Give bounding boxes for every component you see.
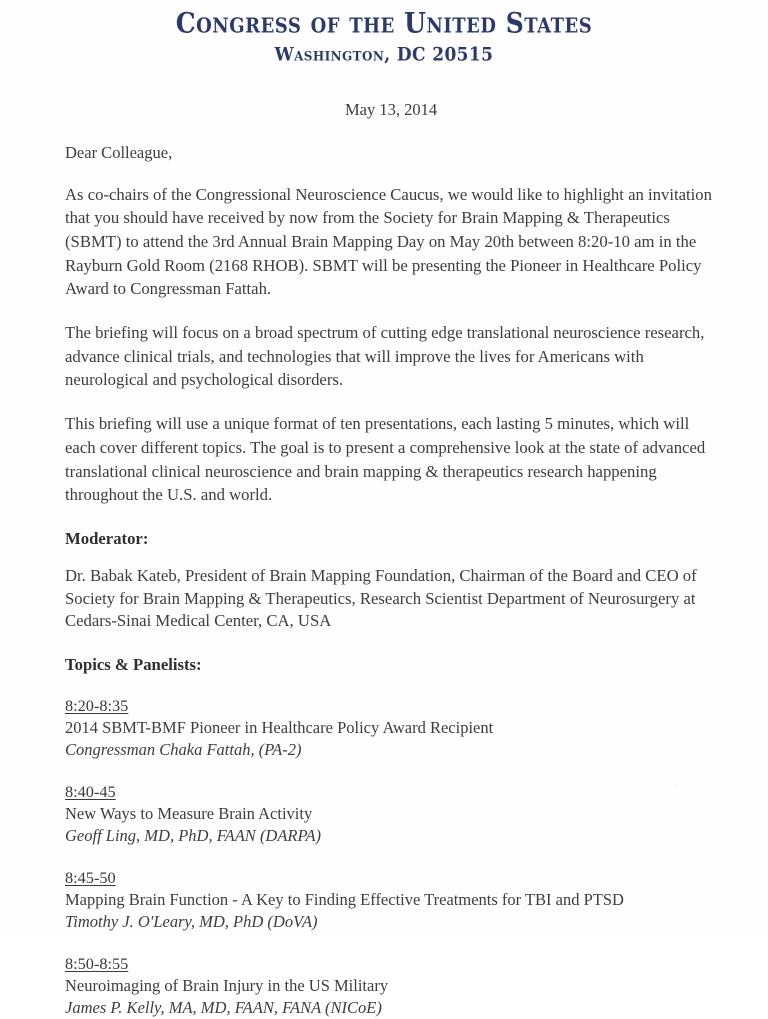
schedule-item: [65, 782, 713, 847]
schedule-time: 8:45-50: [65, 867, 116, 887]
letter-body: [65, 100, 713, 1019]
schedule-item: [65, 696, 713, 761]
letter-paragraph-3: This briefing will use a unique format of ten presentations, each lasting 5 minutes, which will each cover different topics. The goal is to present a comprehensive look at the state of advanced translational clinical neuroscience and brain mapping & therapeutics research happening throughout the U.S. and world.: [65, 414, 706, 505]
schedule-item: [65, 954, 713, 1019]
letterhead: [0, 0, 768, 64]
schedule-list: [65, 696, 713, 1019]
schedule-time: 8:20-8:35: [65, 696, 129, 716]
letter-paragraph-2: The briefing will focus on a broad spectrum of cutting edge translational neuroscience research, advance clinical trials, and technologies that will improve the lives for Americans with neurological and psychological disorders.: [65, 323, 705, 390]
schedule-topic: Mapping Brain Function - A Key to Finding Effective Treatments for TBI and PTSD: [65, 889, 624, 909]
schedule-topic: New Ways to Measure Brain Activity: [65, 803, 313, 823]
schedule-speaker: Congressman Chaka Fattah, (PA-2): [65, 740, 302, 760]
schedule-speaker: Timothy J. O'Leary, MD, PhD (DoVA): [65, 912, 318, 932]
moderator-heading: Moderator:: [65, 528, 149, 548]
schedule-topic: 2014 SBMT-BMF Pioneer in Healthcare Policy Award Recipient: [65, 718, 494, 738]
schedule-time: 8:50-8:55: [65, 953, 129, 973]
letter-paragraph-1: As co-chairs of the Congressional Neuroscience Caucus, we would like to highlight an invitation that you should have received by now from the Society for Brain Mapping & Therapeutics (SBMT) to attend the 3rd Annual Brain Mapping Day on May 20th between 8:20-10 am in the Rayburn Gold Room (2168 RHOB). SBMT will be presenting the Pioneer in Healthcare Policy Award to Congressman Fattah.: [65, 184, 712, 299]
letterhead-subtitle: Washington, DC 20515: [274, 43, 494, 66]
letterhead-title: Congress of the United States: [175, 6, 593, 40]
schedule-speaker: Geoff Ling, MD, PhD, FAAN (DARPA): [65, 826, 322, 846]
moderator-text: Dr. Babak Kateb, President of Brain Mapping Foundation, Chairman of the Board and CEO of Society for Brain Mapping & Therapeutics, Research Scientist Department of Neurosurgery at Cedars-Sinai Medical Center, CA, USA: [65, 565, 697, 631]
letter-date: May 13, 2014: [345, 99, 438, 119]
schedule-speaker: James P. Kelly, MA, MD, FAAN, FANA (NICoE): [65, 998, 382, 1018]
letter-salutation: Dear Colleague,: [65, 142, 173, 162]
schedule-item: [65, 868, 713, 933]
schedule-topic: Neuroimaging of Brain Injury in the US Military: [65, 975, 389, 995]
topics-heading: Topics & Panelists:: [65, 655, 202, 675]
schedule-time: 8:40-45: [65, 781, 116, 801]
